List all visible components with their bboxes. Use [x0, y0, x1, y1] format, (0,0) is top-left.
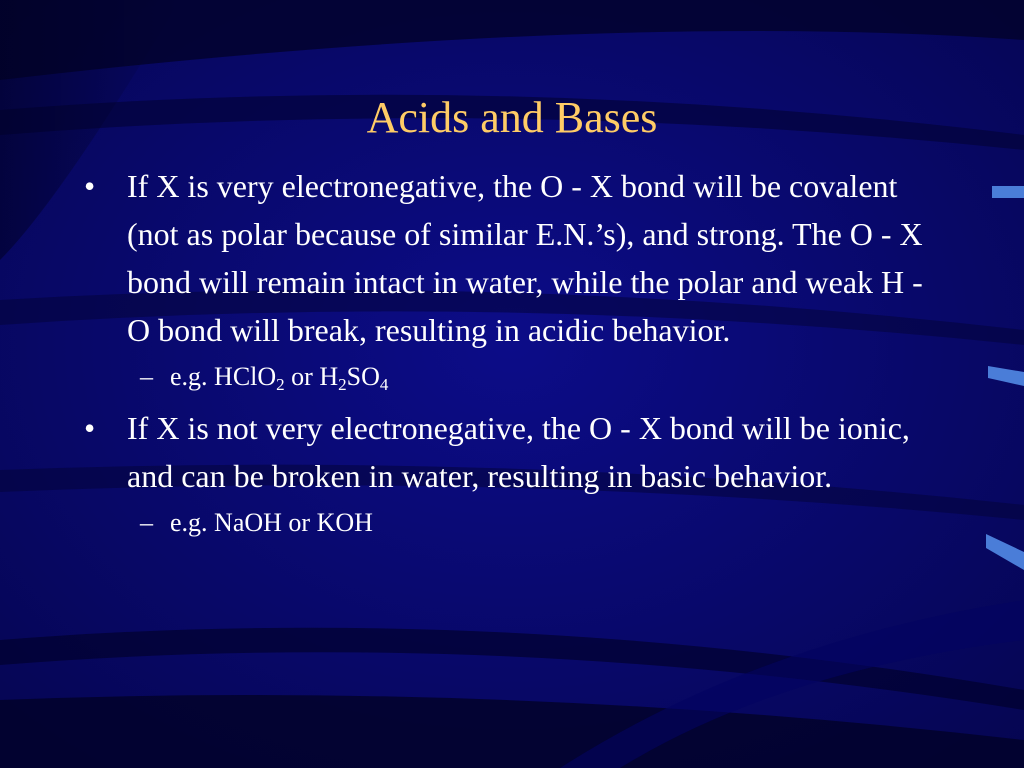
dash-marker: –	[140, 508, 153, 537]
bullet-marker: •	[84, 168, 96, 204]
sub-bullet-item-2	[82, 504, 942, 542]
bullet-list	[82, 162, 942, 550]
bullet-text: If X is very electronegative, the O - X bond will be covalent (not as polar because of similar E.N.’s), and strong. The O - X bond will remain intact in water, while the polar and weak H - O bond will break, resulting in acidic behavior.	[127, 168, 923, 348]
slide-title: Acids and Bases	[366, 93, 658, 142]
sub-bullet-text: e.g. HClO$_2$ or $H_2SO_4$	[170, 362, 389, 394]
bullet-text: If X is not very electronegative, the O - X bond will be ionic, and can be broken in water, resulting in basic behavior.	[127, 410, 910, 494]
bullet-marker: •	[84, 410, 96, 446]
bullet-item-2	[82, 404, 942, 500]
accent-mark-1	[992, 186, 1024, 198]
bullet-item-1	[82, 162, 942, 354]
dash-marker: –	[140, 362, 153, 391]
sub-bullet-item-1	[82, 358, 942, 396]
sub-bullet-text: e.g. NaOH or KOH	[170, 508, 373, 537]
